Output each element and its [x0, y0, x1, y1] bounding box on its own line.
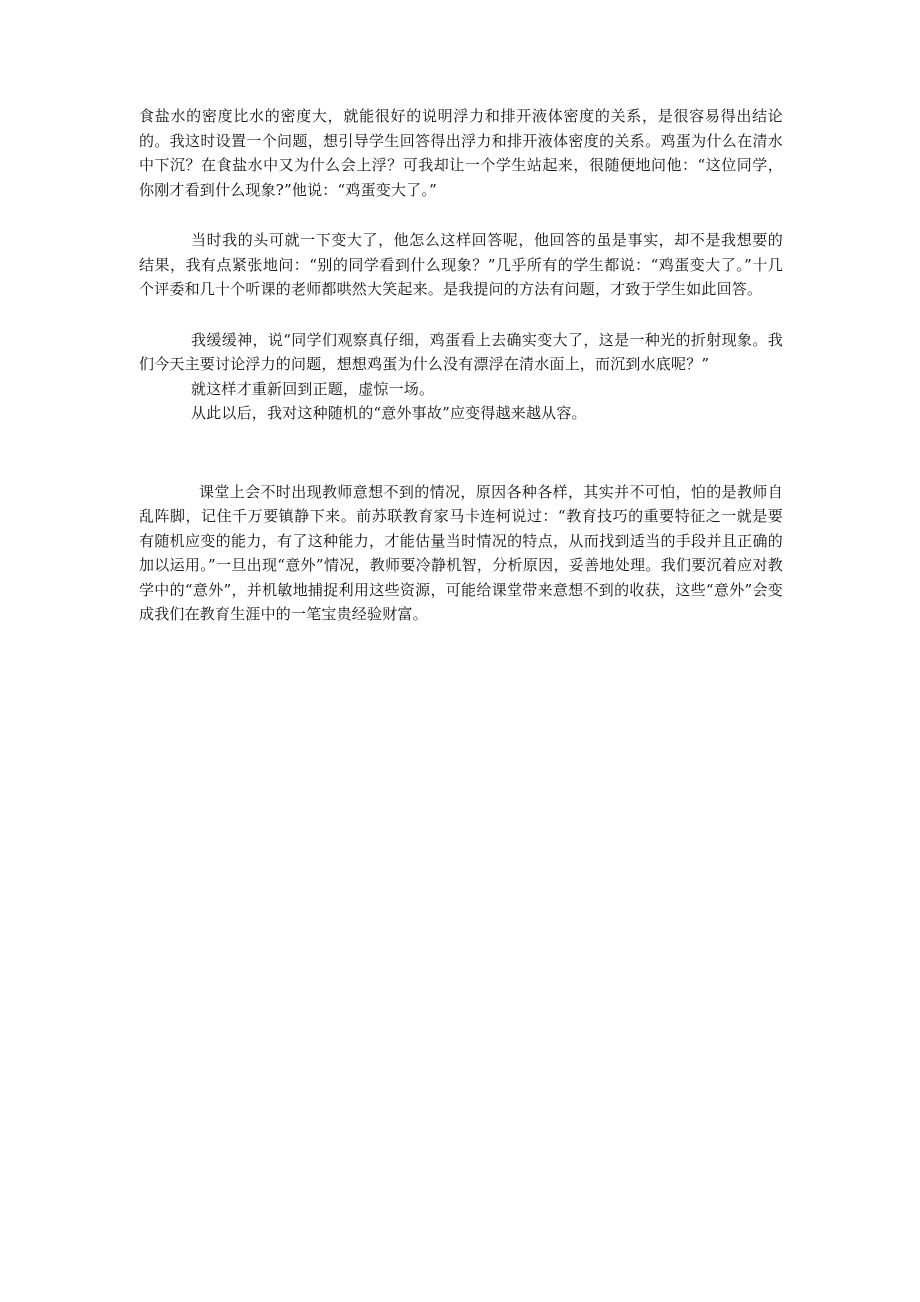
paragraph-1: 食盐水的密度比水的密度大，就能很好的说明浮力和排开液体密度的关系，是很容易得出结论的。我这时设置一个问题，想引导学生回答得出浮力和排开液体密度的关系。鸡蛋为什么在清水中下沉？在食盐水中又为什么会上浮？可我却让一个学生站起来，很随便地问他：“这位同学，你刚才看到什么现象?”他说：“鸡蛋变大了。” [139, 107, 783, 199]
paragraph-5: 从此以后，我对这种随机的“意外事故”应变得越来越从容。 [191, 404, 587, 422]
paragraph-2: 当时我的头可就一下变大了，他怎么这样回答呢，他回答的虽是事实，却不是我想要的结果，我有点紧张地问：“别的同学看到什么现象？”几乎所有的学生都说：“鸡蛋变大了。”十几个评委和几十个听课的老师都哄然大笑起来。是我提问的方法有问题，才致于学生如此回答。 [139, 231, 783, 298]
paragraph-4: 就这样才重新回到正题，虚惊一场。 [191, 379, 435, 398]
paragraph-6: 课堂上会不时出现教师意想不到的情况，原因各种各样，其实并不可怕，怕的是教师自乱阵脚，记住千万要镇静下来。前苏联教育家马卡连柯说过：“教育技巧的重要特征之一就是要有随机应变的能力，有了这种能力，才能估量当时情况的特点，从而找到适当的手段并且正确的加以运用。”一旦出现“意外”情况，教师要冷静机智，分析原因，妥善地处理。我们要沉着应对教学中的“意外”，并机敏地捕捉利用这些资源，可能给课堂带来意想不到的收获，这些“意外”会变成我们在教育生涯中的一笔宝贵经验财富。 [139, 482, 783, 623]
document-page [139, 104, 783, 627]
paragraph-3: 我缓缓神，说“同学们观察真仔细，鸡蛋看上去确实变大了，这是一种光的折射现象。我们今天主要讨论浮力的问题，想想鸡蛋为什么没有漂浮在清水面上，而沉到水底呢？” [139, 330, 783, 373]
